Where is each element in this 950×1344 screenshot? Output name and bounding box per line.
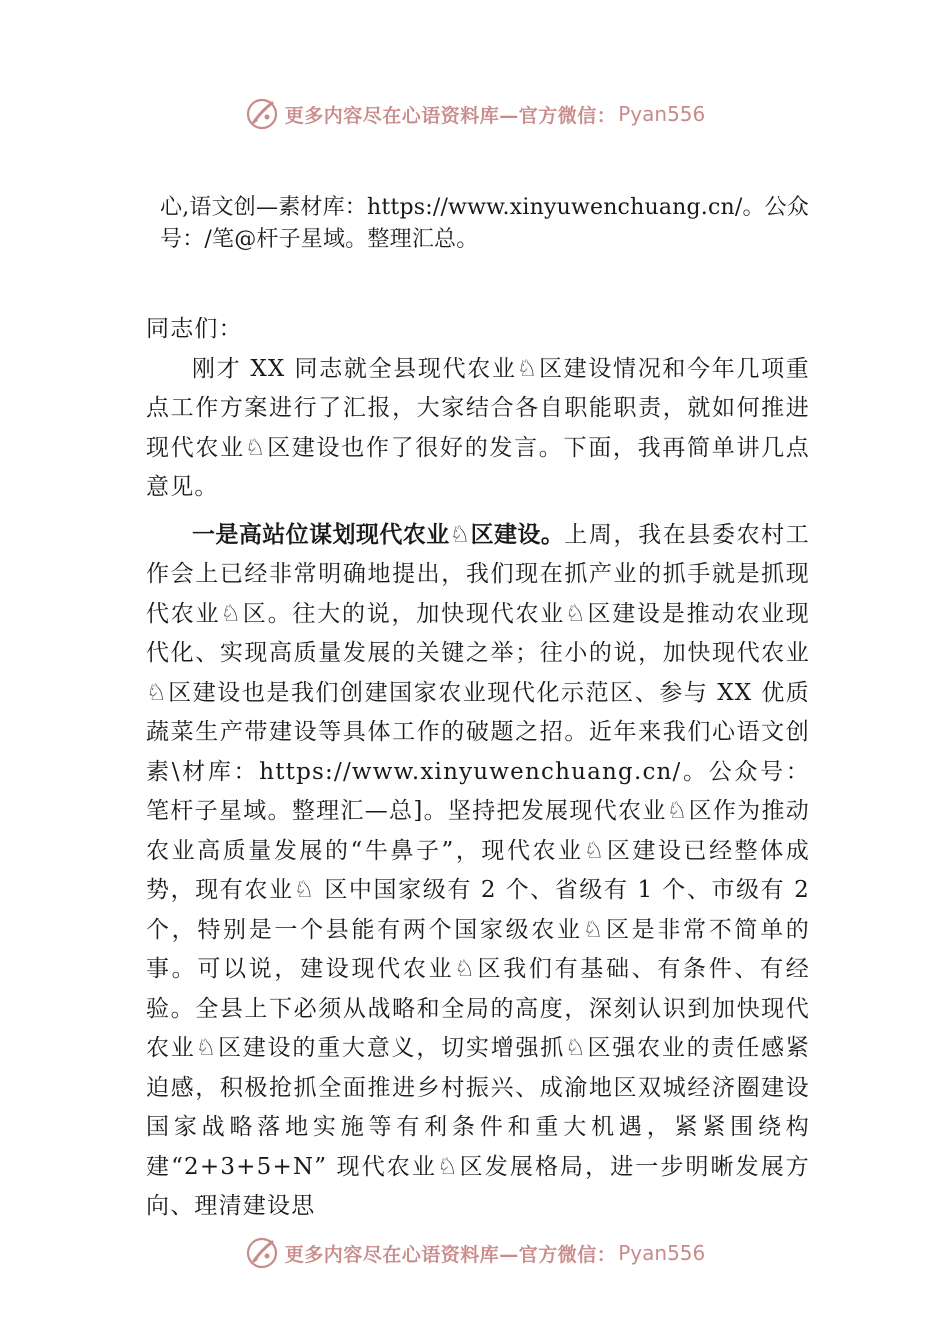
banner-wechat-id: Pyan556 — [618, 1241, 706, 1265]
source-note: 心,语文创—素材库：https://www.xinyuwenchuang.cn/。公众号：/笔@杆子星域。整理汇总。 — [160, 195, 810, 252]
banner-wechat-id: Pyan556 — [618, 102, 706, 126]
greeting: 同志们： — [146, 316, 243, 342]
brush-logo-icon — [245, 1236, 279, 1270]
paragraph-2 — [146, 516, 810, 1227]
banner-text: 更多内容尽在心语资料库—官方微信： — [284, 1243, 617, 1266]
footer-watermark-banner — [0, 1233, 950, 1273]
document-body — [146, 310, 810, 1227]
header-watermark-banner — [0, 94, 950, 134]
paragraph-2-body: 上周，我在县委农村工作会上已经非常明确地提出，我们现在抓产业的抓手就是抓现代农业♘区。往大的说，加快现代农业♘区建设是推动农业现代化、实现高质量发展的关键之举；往小的说，加快现代农业♘区建设也是我们创建国家农业现代化示范区、参与 XX 优质蔬菜生产带建设等具体工作的破题之招。近年来我们心语文创素\材库：https://www.xinyuwenchuang.cn/。公众号：笔杆子星域。整理汇—总]。坚持把发展现代农业♘区作为推动农业高质量发展的“牛鼻子”，现代农业♘区建设已经整体成势，现有农业♘ 区中国家级有 2 个、省级有 1 个、市级有 2 个，特别是一个县能有两个国家级农业♘区是非常不简单的事。可以说，建设现代农业♘区我们有基础、有条件、有经验。全县上下必须从战略和全局的高度，深刻认识到加快现代农业♘区建设的重大意义，切实增强抓♘区强农业的责任感紧迫感，积极抢抓全面推进乡村振兴、成渝地区双城经济圈建设国家战略落地实施等有利条件和重大机遇，紧紧围绕构建“2+3+5+N” 现代农业♘区发展格局，进一步明晰发展方向、理清建设思 — [146, 521, 811, 1219]
paragraph-1: 刚才 XX 同志就全县现代农业♘区建设情况和今年几项重点工作方案进行了汇报，大家结合各自职能职责，就如何推进现代农业♘区建设也作了很好的发言。下面，我再简单讲几点意见。 — [146, 355, 810, 500]
banner-text: 更多内容尽在心语资料库—官方微信： — [284, 104, 617, 127]
brush-logo-icon — [245, 97, 279, 131]
paragraph-2-heading: 一是高站位谋划现代农业♘区建设。 — [192, 521, 565, 548]
